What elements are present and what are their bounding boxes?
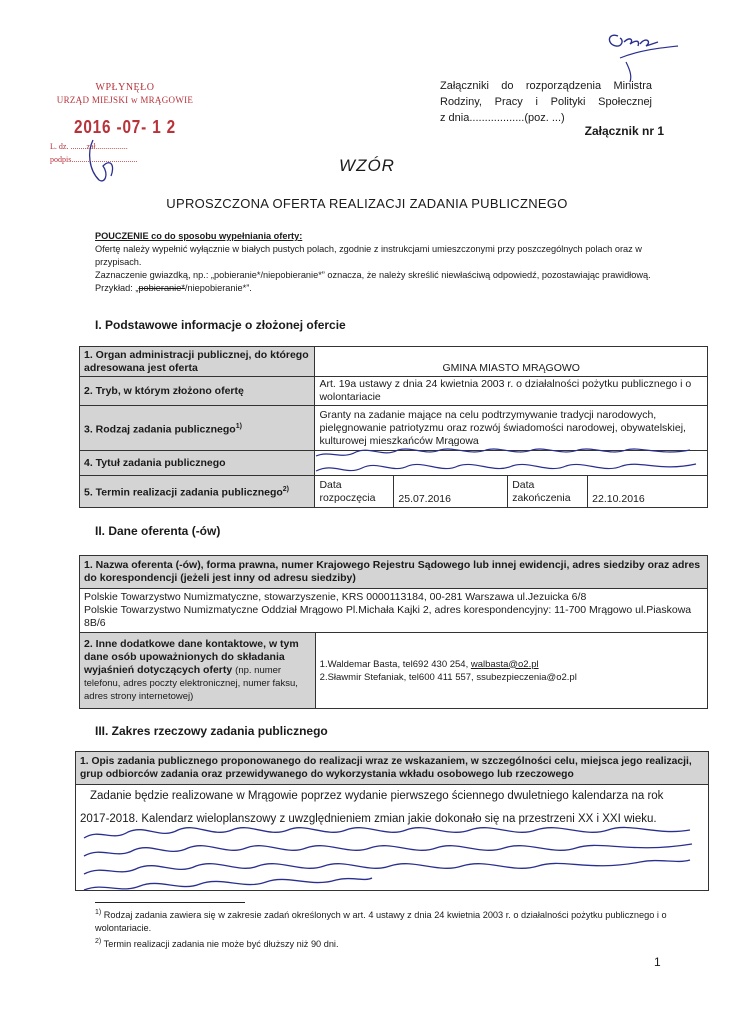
termin-label-cell <box>80 476 315 508</box>
start-date-label: Data rozpoczęcia <box>315 476 394 508</box>
scope-desc-line-2: 2017-2018. Kalendarz wieloplanszowy z uwzględnieniem zmian jakie dokonało się na przestrzeni XX i XXI wieku. <box>80 813 657 825</box>
document-title: UPROSZCZONA OFERTA REALIZACJI ZADANIA PUBLICZNEGO <box>166 196 568 211</box>
rodzaj-value[interactable]: Granty na zadanie mające na celu podtrzymywanie tradycji narodowych, pielęgnowanie patriotyzmu oraz rozwój świadomości narodowej, obywatelskiej, kulturowej mieszkańców Mrągowa <box>315 406 708 451</box>
stamp-row-podpis: podpis................................. <box>50 155 138 164</box>
regulation-reference <box>440 78 652 126</box>
instructions-p2 <box>95 269 680 295</box>
contacts-label: 2. Inne dodatkowe dane kontaktowe, w tym dane osób upoważnionych do składania wyjaśnień dotyczących oferty <box>84 638 299 676</box>
row-contacts <box>80 633 708 709</box>
end-date-label: Data zakończenia <box>508 476 588 508</box>
tryb-label: 2. Tryb, w którym złożono ofertę <box>80 377 315 406</box>
row-organ <box>80 347 708 377</box>
footnote-rule <box>95 902 245 903</box>
organ-label: 1. Organ administracji publicznej, do którego adresowana jest oferta <box>80 347 315 377</box>
contact-1-text: 1.Waldemar Basta, tel692 430 254, <box>319 658 471 670</box>
rodzaj-footnote-mark: 1) <box>235 422 242 430</box>
contact-1 <box>320 658 703 671</box>
stamp-line2: URZĄD MIEJSKI w MRĄGOWIE <box>56 95 194 105</box>
section-2-heading: II. Dane oferenta (-ów) <box>95 524 221 538</box>
footnotes <box>95 906 675 951</box>
termin-footnote-mark: 2) <box>282 486 290 494</box>
start-date-value[interactable]: 25.07.2016 <box>394 476 508 508</box>
signature-top-right <box>600 22 690 82</box>
footnote-2-text: Termin realizacji zadania nie może być dłuższy niż 90 dni. <box>103 939 339 950</box>
scope-desc-line-1: Zadanie będzie realizowane w Mrągowie poprzez wydanie pierwszego ściennego dwuletniego kalendarza na rok <box>90 790 664 802</box>
end-date-value[interactable]: 22.10.2016 <box>588 476 708 508</box>
footnote-2 <box>95 935 675 951</box>
contacts-label-cell <box>80 633 316 709</box>
scope-table <box>75 751 709 891</box>
footnote-2-mark: 2) <box>95 938 102 946</box>
rodzaj-label: 3. Rodzaj zadania publicznego <box>84 423 236 436</box>
contact-2: 2.Sławmir Stefaniak, tel600 411 557, ssubezpieczenia@o2.pl <box>319 671 577 683</box>
instructions <box>95 230 680 295</box>
stamp-zal-label: zał. <box>86 142 98 151</box>
template-label: WZÓR <box>339 156 395 175</box>
incoming-stamp <box>40 82 210 164</box>
tytul-value[interactable] <box>315 451 708 476</box>
organ-value[interactable]: GMINA MIASTO MRĄGOWO <box>315 347 708 377</box>
scope-value-cell[interactable] <box>76 785 709 891</box>
regulation-line-1: Załączniki do rozporządzenia Ministra <box>440 80 652 92</box>
footnote-1-mark: 1) <box>95 909 102 916</box>
stamp-podpis-label: podpis <box>50 155 72 164</box>
page-number: 1 <box>654 955 661 969</box>
contacts-note: (np. numer telefonu, adres poczty elektronicznej, numer faksu, adres strony internetowej) <box>84 665 298 702</box>
tryb-value[interactable]: Art. 19a ustawy z dnia 24 kwietnia 2003 r. o działalności pożytku publicznego i o wolontariacie <box>315 377 708 406</box>
row-termin <box>80 476 708 508</box>
section-3-heading: III. Zakres rzeczowy zadania publicznego <box>95 724 328 738</box>
annex-label: Załącznik nr 1 <box>584 124 664 138</box>
offerer-line-2: Polskie Towarzystwo Numizmatyczne Oddział Mrągowo Pl.Michała Kajki 2, adres korespondencyjny: 11-700 Mrągowo ul.Piaskowa 8B/6 <box>84 604 692 629</box>
stamp-dz-label: L. dz. <box>50 142 69 151</box>
instructions-p1: Ofertę należy wypełnić wyłącznie w białych pustych polach, zgodnie z instrukcjami umieszczonymi przy poszczególnych polach oraz w przypisach. <box>95 244 642 267</box>
row-tytul <box>80 451 708 476</box>
offerer-value-cell[interactable] <box>80 589 708 633</box>
tytul-label: 4. Tytuł zadania publicznego <box>80 451 315 476</box>
instructions-p2-text: Zaznaczenie gwiazdką, np.: „pobieranie*/niepobieranie*” oznacza, że należy skreślić niewłaściwą odpowiedź, pozostawiając prawidłową. Przykład: „ <box>95 270 651 293</box>
stamp-line1: WPŁYNĘŁO <box>95 82 155 93</box>
offerer-label: 1. Nazwa oferenta (-ów), forma prawna, numer Krajowego Rejestru Sądowego lub innej ewidencji, adres siedziby oraz adres do korespondencji (jeżeli jest inny od adresu siedziby) <box>80 556 708 589</box>
termin-label: 5. Termin realizacji zadania publicznego <box>84 486 283 499</box>
instructions-p2-end: /niepobieranie*”. <box>184 283 252 293</box>
regulation-line-3: z dnia..................(poz. ...) <box>440 112 565 124</box>
row-offerer-label <box>80 556 708 589</box>
regulation-line-2: Rodziny, Pracy i Polityki Społecznej <box>440 96 652 108</box>
row-scope-value <box>76 785 709 891</box>
instructions-heading: POUCZENIE co do sposobu wypełniania oferty: <box>95 231 303 241</box>
row-rodzaj <box>80 406 708 451</box>
row-offerer-value <box>80 589 708 633</box>
contact-1-email[interactable]: walbasta@o2.pl <box>470 658 539 670</box>
footnote-1 <box>95 906 675 935</box>
offerer-table <box>79 555 708 709</box>
contacts-value-cell[interactable] <box>315 633 707 709</box>
offerer-line-1: Polskie Towarzystwo Numizmatyczne, stowarzyszenie, KRS 0000113184, 00-281 Warszawa ul.Jezuicka 6/8 <box>84 591 587 603</box>
row-scope-label <box>76 752 709 785</box>
scope-label: 1. Opis zadania publicznego proponowanego do realizacji wraz ze wskazaniem, w szczególności celu, miejsca jego realizacji, grup odbiorców zadania oraz przewidywanego do wykorzystania wkładu osobowego lub rzeczowego <box>76 752 709 785</box>
row-tryb <box>80 377 708 406</box>
section-1-heading: I. Podstawowe informacje o złożonej ofercie <box>95 318 346 332</box>
stamp-row-dz: L. dz. ........zał................ <box>50 142 128 151</box>
instructions-p2-strike: pobieranie* <box>138 283 185 293</box>
stamp-date: 2016 -07- 1 2 <box>73 117 177 137</box>
basic-info-table <box>79 346 708 508</box>
footnote-1-text: Rodzaj zadania zawiera się w zakresie zadań określonych w art. 4 ustawy z dnia 24 kwietnia 2003 r. o działalności pożytku publicznego i o wolontariacie. <box>95 910 667 934</box>
rodzaj-label-cell <box>80 406 315 451</box>
